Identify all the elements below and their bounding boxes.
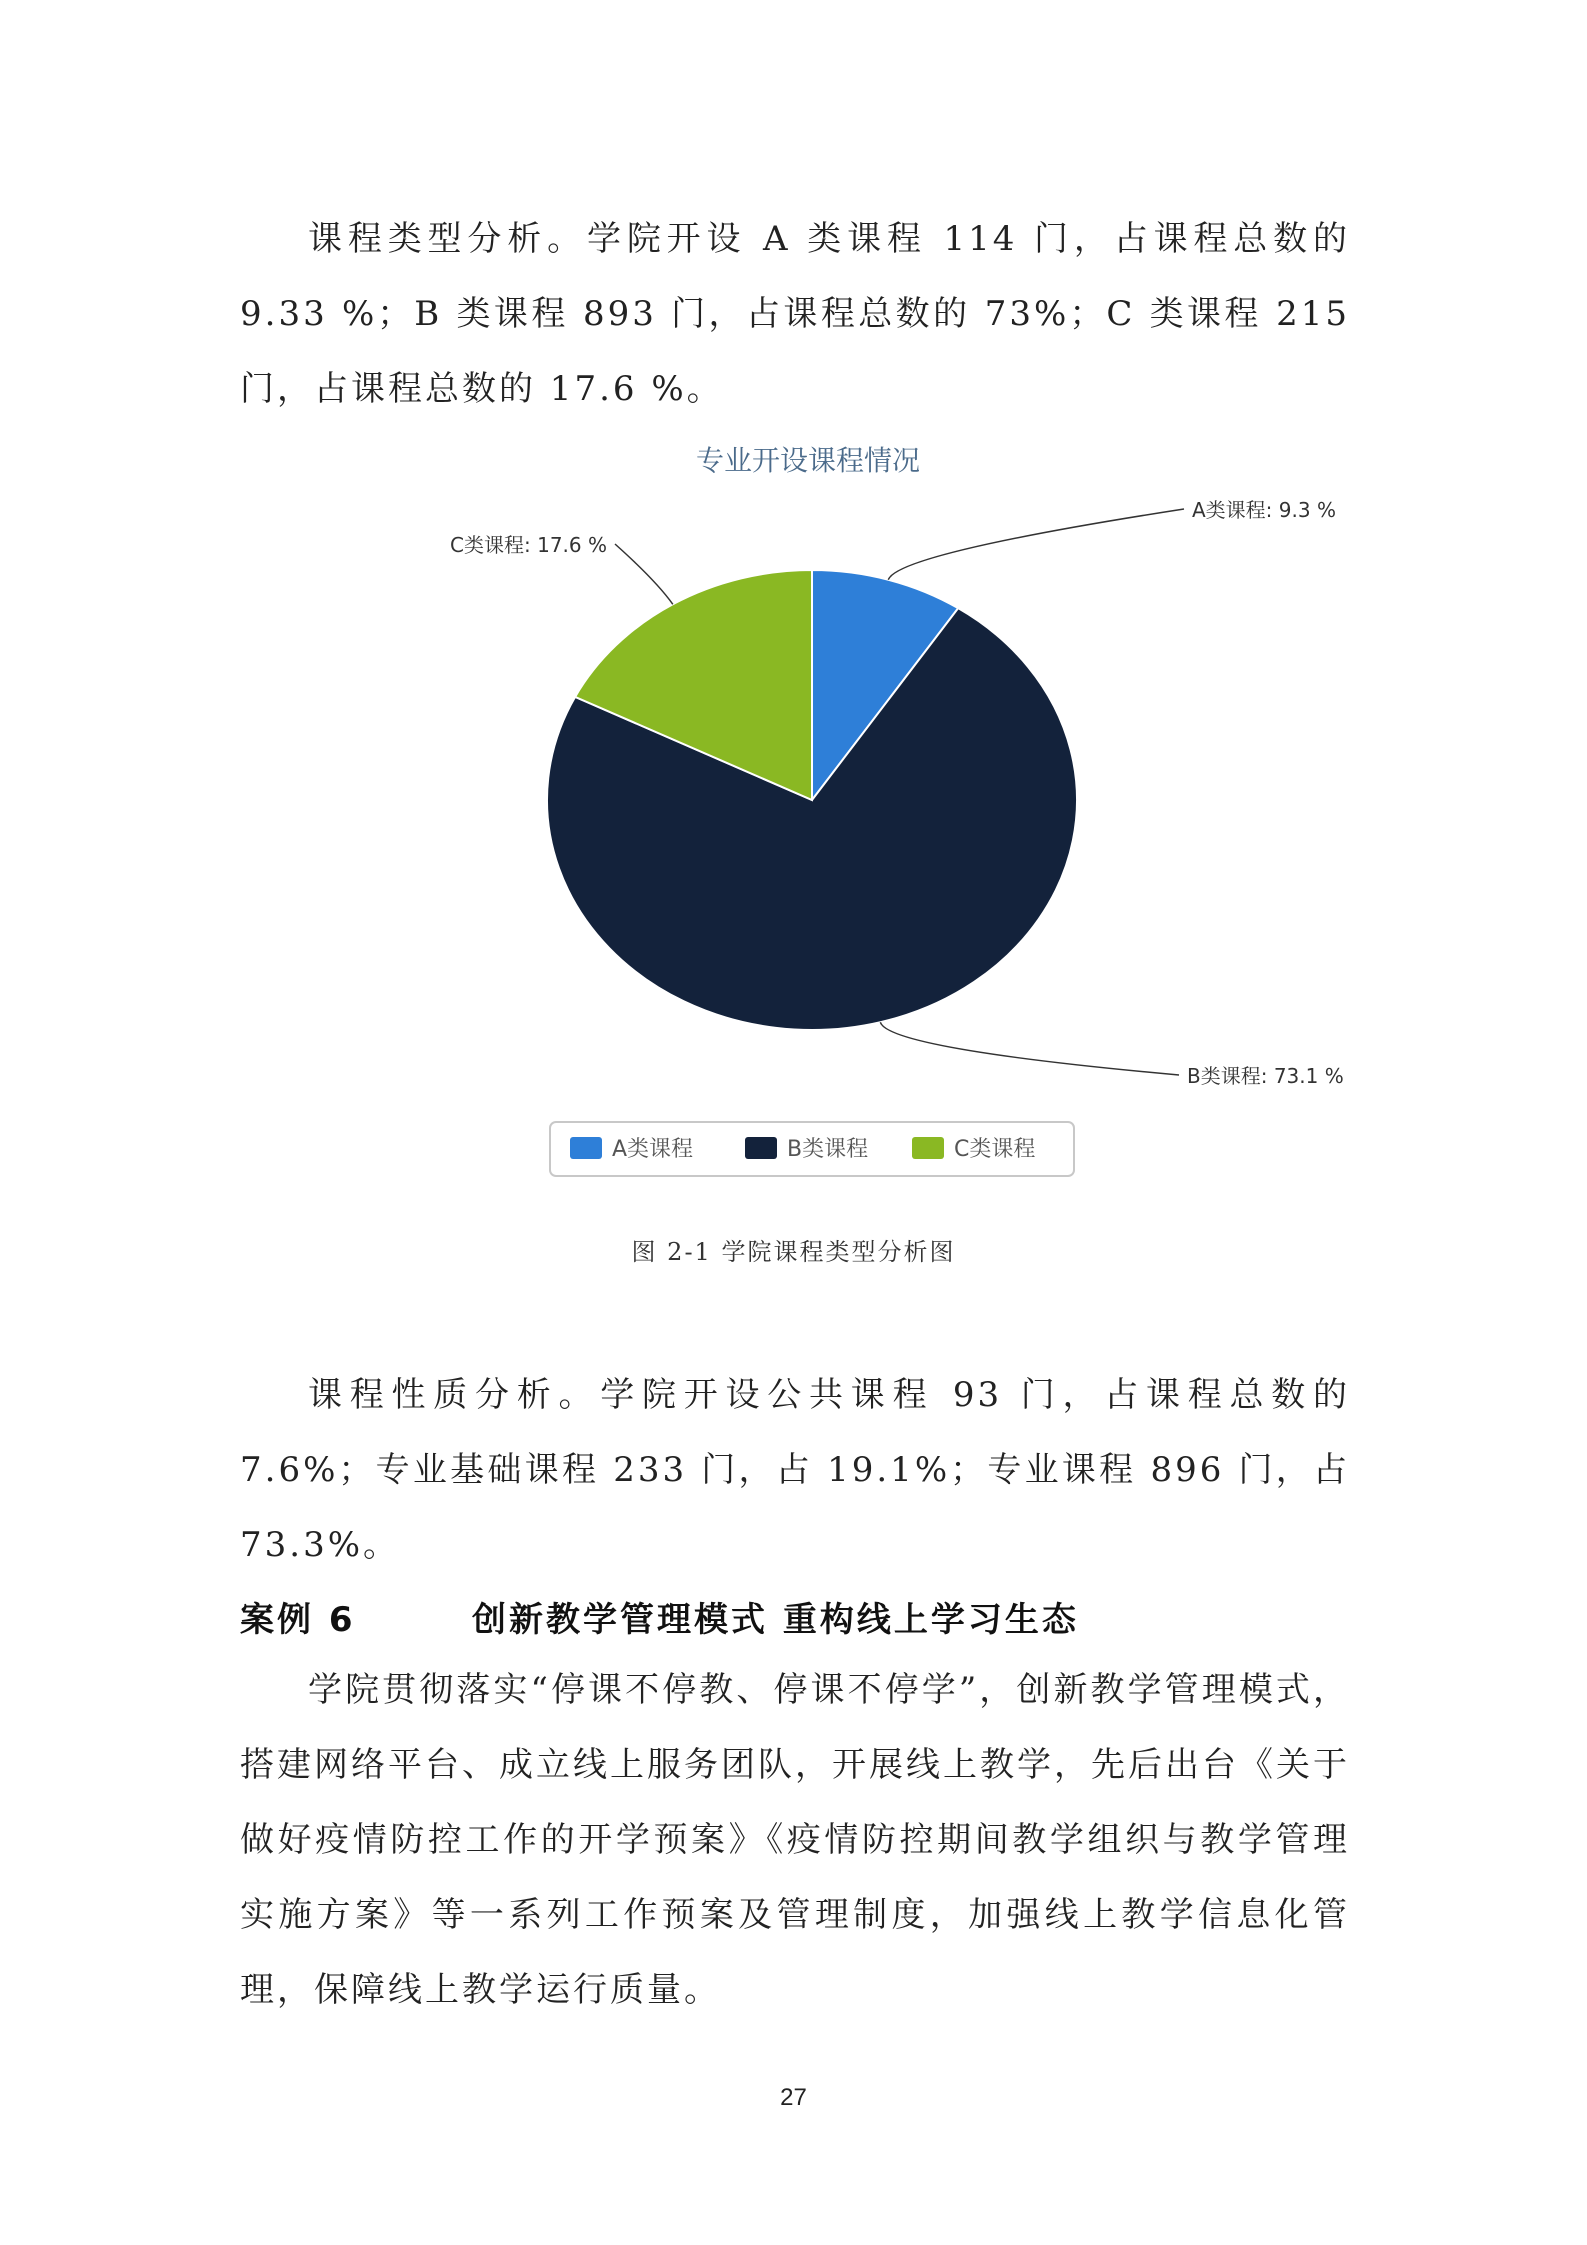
page-number: 27	[780, 2084, 807, 2111]
legend-label-a: A类课程	[612, 1137, 694, 1162]
case-title: 创新教学管理模式 重构线上学习生态	[472, 1600, 1079, 1640]
legend-swatch-c	[912, 1137, 944, 1159]
slice-leader-line	[880, 1022, 1179, 1075]
slice-leader-line	[888, 509, 1184, 580]
slice-label-b: B类课程: 73.1 %	[1187, 1064, 1344, 1088]
case-label: 案例 6	[240, 1600, 356, 1640]
legend-swatch-b	[745, 1137, 777, 1159]
slice-label-a: A类课程: 9.3 %	[1192, 498, 1336, 522]
legend-label-c: C类课程	[954, 1137, 1036, 1162]
chart-legend	[550, 1122, 1074, 1176]
course-nature-paragraph: 课程性质分析。学院开设公共课程 93 门，占课程总数的 7.6%；专业基础课程 233 门，占 19.1%；专业课程 896 门，占 73.3%。	[240, 1375, 1350, 1565]
slice-label-c: C类课程: 17.6 %	[450, 533, 607, 557]
legend-label-b: B类课程	[787, 1137, 869, 1162]
figure-caption: 图 2-1 学院课程类型分析图	[631, 1238, 956, 1266]
chart-title: 专业开设课程情况	[695, 444, 921, 477]
course-type-pie-chart	[380, 420, 1344, 1200]
course-type-paragraph: 课程类型分析。学院开设 A 类课程 114 门，占课程总数的 9.33 %；B 类课程 893 门，占课程总数的 73%；C 类课程 215 门，占课程总数的 17.6 %。	[240, 219, 1350, 409]
pie-chart-svg	[380, 420, 1344, 1200]
legend-swatch-a	[570, 1137, 602, 1159]
case-heading	[240, 1592, 1079, 1641]
slice-leader-line	[615, 544, 673, 604]
case-paragraph: 学院贯彻落实“停课不停教、停课不停学”，创新教学管理模式，搭建网络平台、成立线上服务团队，开展线上教学，先后出台《关于做好疫情防控工作的开学预案》《疫情防控期间教学组织与教学管理实施方案》等一系列工作预案及管理制度，加强线上教学信息化管理，保障线上教学运行质量。	[240, 1670, 1350, 2010]
